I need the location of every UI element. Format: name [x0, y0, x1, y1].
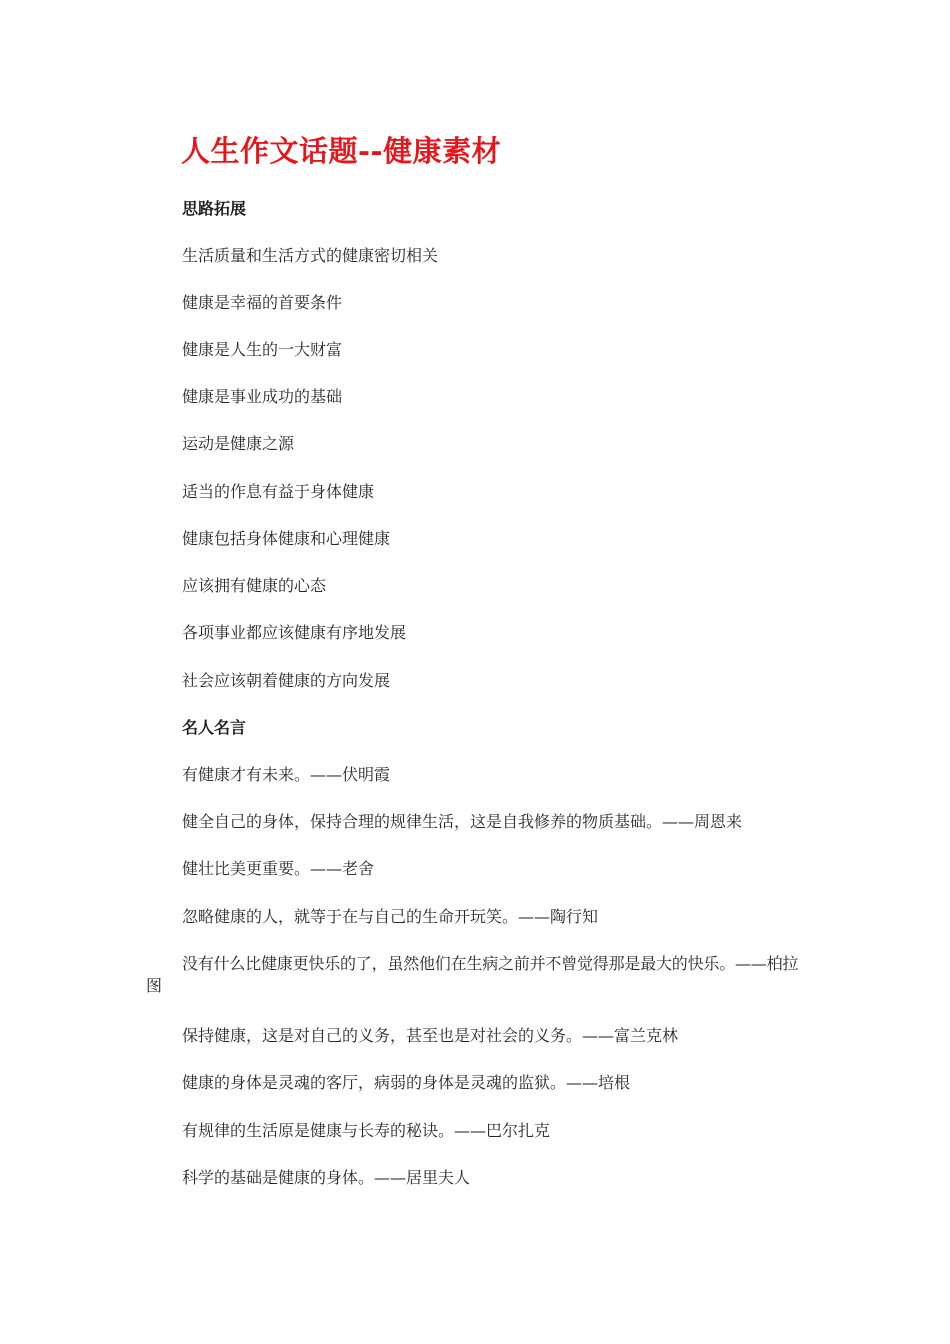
document-title: 人生作文话题--健康素材: [181, 134, 502, 168]
idea-item: 健康是幸福的首要条件: [182, 293, 343, 312]
idea-item: 健康包括身体健康和心理健康: [182, 529, 391, 548]
idea-item: 应该拥有健康的心态: [182, 576, 327, 595]
idea-item: 健康是事业成功的基础: [182, 387, 343, 406]
idea-item: 运动是健康之源: [182, 434, 295, 453]
quote-item: 忽略健康的人，就等于在与自己的生命开玩笑。——陶行知: [182, 907, 599, 926]
quote-item: 没有什么比健康更快乐的了，虽然他们在生病之前并不曾觉得那是最大的快乐。——柏拉图: [146, 954, 799, 995]
quote-item: 健全自己的身体，保持合理的规律生活，这是自我修养的物质基础。——周恩来: [182, 812, 743, 831]
section-heading-quotes: 名人名言: [182, 718, 247, 737]
idea-item: 生活质量和生活方式的健康密切相关: [182, 246, 439, 265]
idea-item: 适当的作息有益于身体健康: [182, 482, 375, 501]
quote-item: 有健康才有未来。——伏明霞: [182, 765, 391, 784]
idea-item: 各项事业都应该健康有序地发展: [182, 623, 407, 642]
quote-item: 科学的基础是健康的身体。——居里夫人: [182, 1168, 471, 1187]
section-heading-ideas: 思路拓展: [182, 199, 247, 218]
idea-item: 社会应该朝着健康的方向发展: [182, 671, 391, 690]
idea-item: 健康是人生的一大财富: [182, 340, 343, 359]
quote-item: 健壮比美更重要。——老舍: [182, 859, 375, 878]
quote-item: 保持健康，这是对自己的义务，甚至也是对社会的义务。——富兰克林: [182, 1026, 679, 1045]
quote-item: 有规律的生活原是健康与长寿的秘诀。——巴尔扎克: [182, 1121, 551, 1140]
quote-item: 健康的身体是灵魂的客厅，病弱的身体是灵魂的监狱。——培根: [182, 1073, 631, 1092]
